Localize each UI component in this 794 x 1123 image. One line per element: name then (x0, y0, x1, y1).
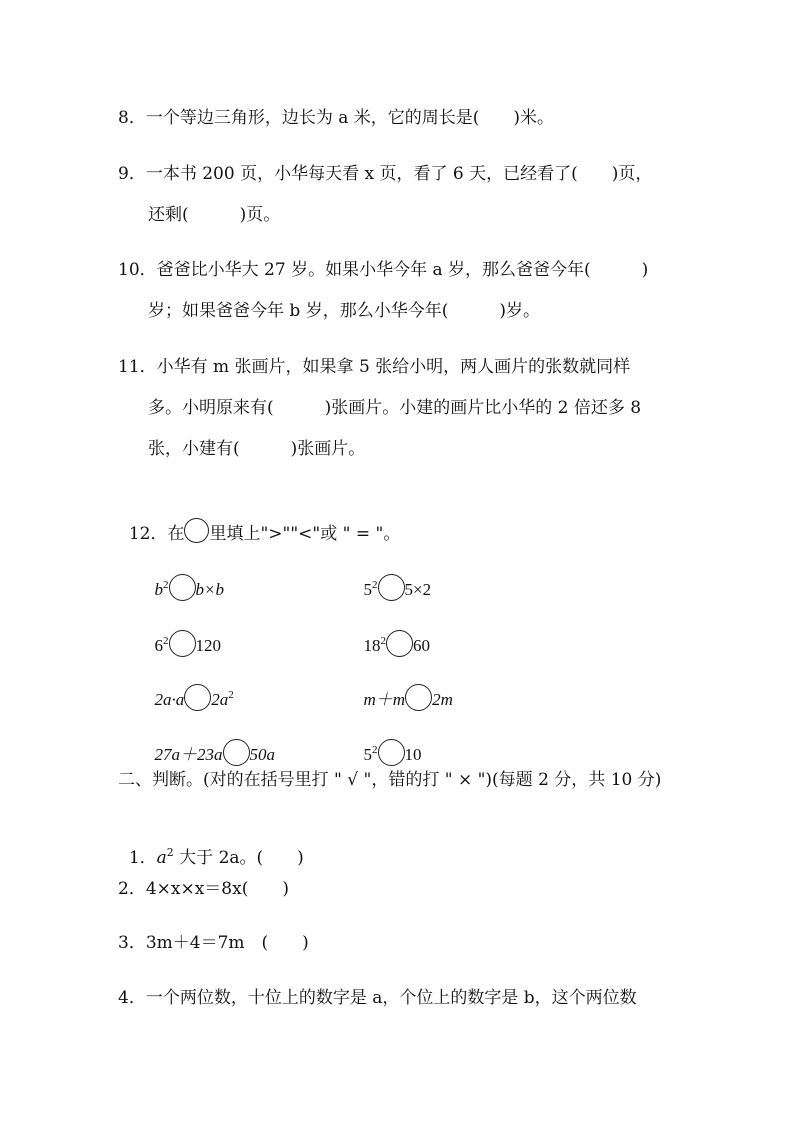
compare-right: 5×2 (404, 580, 432, 599)
superscript: 2 (163, 635, 169, 647)
compare-2b (355, 606, 430, 660)
compare-1b (355, 550, 431, 604)
question-11-line2: 多。小明原来有( )张画片。小建的画片比小华的 2 倍还多 8 (148, 398, 642, 418)
section-2-title: 二、判断。(对的在括号里打 " √ "，错的打 " × ")(每题 2 分，共 10 分) (118, 770, 662, 790)
question-12-suffix: 里填上">""<"或 " = "。 (209, 524, 401, 544)
compare-circle[interactable] (169, 574, 196, 601)
question-10-line2: 岁；如果爸爸今年 b 岁，那么小华今年( )岁。 (148, 301, 540, 321)
compare-circle[interactable] (405, 684, 432, 711)
compare-4a (146, 715, 275, 767)
judge-1-base: a (156, 848, 167, 868)
compare-right: 2m (432, 690, 453, 709)
compare-left: 27a＋23a (154, 745, 223, 764)
compare-3b (355, 660, 453, 712)
compare-circle[interactable] (378, 739, 405, 766)
compare-right: 2a (211, 690, 229, 709)
compare-right: 120 (195, 636, 221, 655)
compare-right: 60 (413, 636, 430, 655)
question-11-line1: 11．小华有 m 张画片，如果拿 5 张给小明，两人画片的张数就同样 (118, 357, 631, 377)
question-9-line2: 还剩( )页。 (148, 205, 281, 225)
circle-blank-icon (184, 518, 209, 543)
compare-left: 5 (363, 745, 372, 764)
question-9-line1: 9．一本书 200 页，小华每天看 x 页，看了 6 天，已经看了( )页， (118, 164, 653, 184)
superscript: 2 (166, 846, 174, 859)
judge-2: 2．4×x×x＝8x( ) (118, 879, 289, 899)
judge-1-text: 大于 2a。( ) (173, 848, 304, 868)
compare-left: m＋m (363, 690, 406, 709)
compare-1a (146, 550, 224, 604)
compare-left: 2a·a (154, 690, 185, 709)
superscript: 2 (380, 635, 386, 647)
question-11-line3: 张，小建有( )张画片。 (148, 439, 366, 459)
compare-left: 18 (363, 636, 381, 655)
compare-circle[interactable] (378, 574, 405, 601)
question-8: 8．一个等边三角形，边长为 a 米，它的周长是( )米。 (118, 108, 555, 128)
superscript: 2 (163, 579, 169, 591)
superscript: 2 (372, 744, 378, 756)
compare-left: b (154, 580, 163, 599)
compare-left: 6 (154, 636, 163, 655)
compare-left: 5 (363, 580, 372, 599)
judge-1-prefix: 1． (128, 848, 157, 868)
compare-circle[interactable] (223, 739, 250, 766)
compare-circle[interactable] (169, 630, 196, 657)
question-10-line1: 10．爸爸比小华大 27 岁。如果小华今年 a 岁，那么爸爸今年( ) (118, 260, 649, 280)
question-12 (118, 494, 400, 546)
compare-circle[interactable] (386, 630, 413, 657)
judge-3: 3．3m＋4＝7m ( ) (118, 933, 309, 953)
superscript: 2 (372, 579, 378, 591)
compare-3a (146, 660, 234, 714)
superscript: 2 (228, 689, 234, 701)
compare-circle[interactable] (184, 684, 211, 711)
judge-1 (118, 822, 304, 872)
compare-right: 50a (249, 745, 275, 764)
compare-4b (355, 715, 422, 769)
compare-2a (146, 606, 221, 660)
question-12-prefix: 12．在 (128, 524, 185, 544)
compare-right: 10 (404, 745, 422, 764)
judge-4: 4．一个两位数，十位上的数字是 a，个位上的数字是 b，这个两位数 (118, 988, 637, 1008)
compare-right: b×b (195, 580, 224, 599)
